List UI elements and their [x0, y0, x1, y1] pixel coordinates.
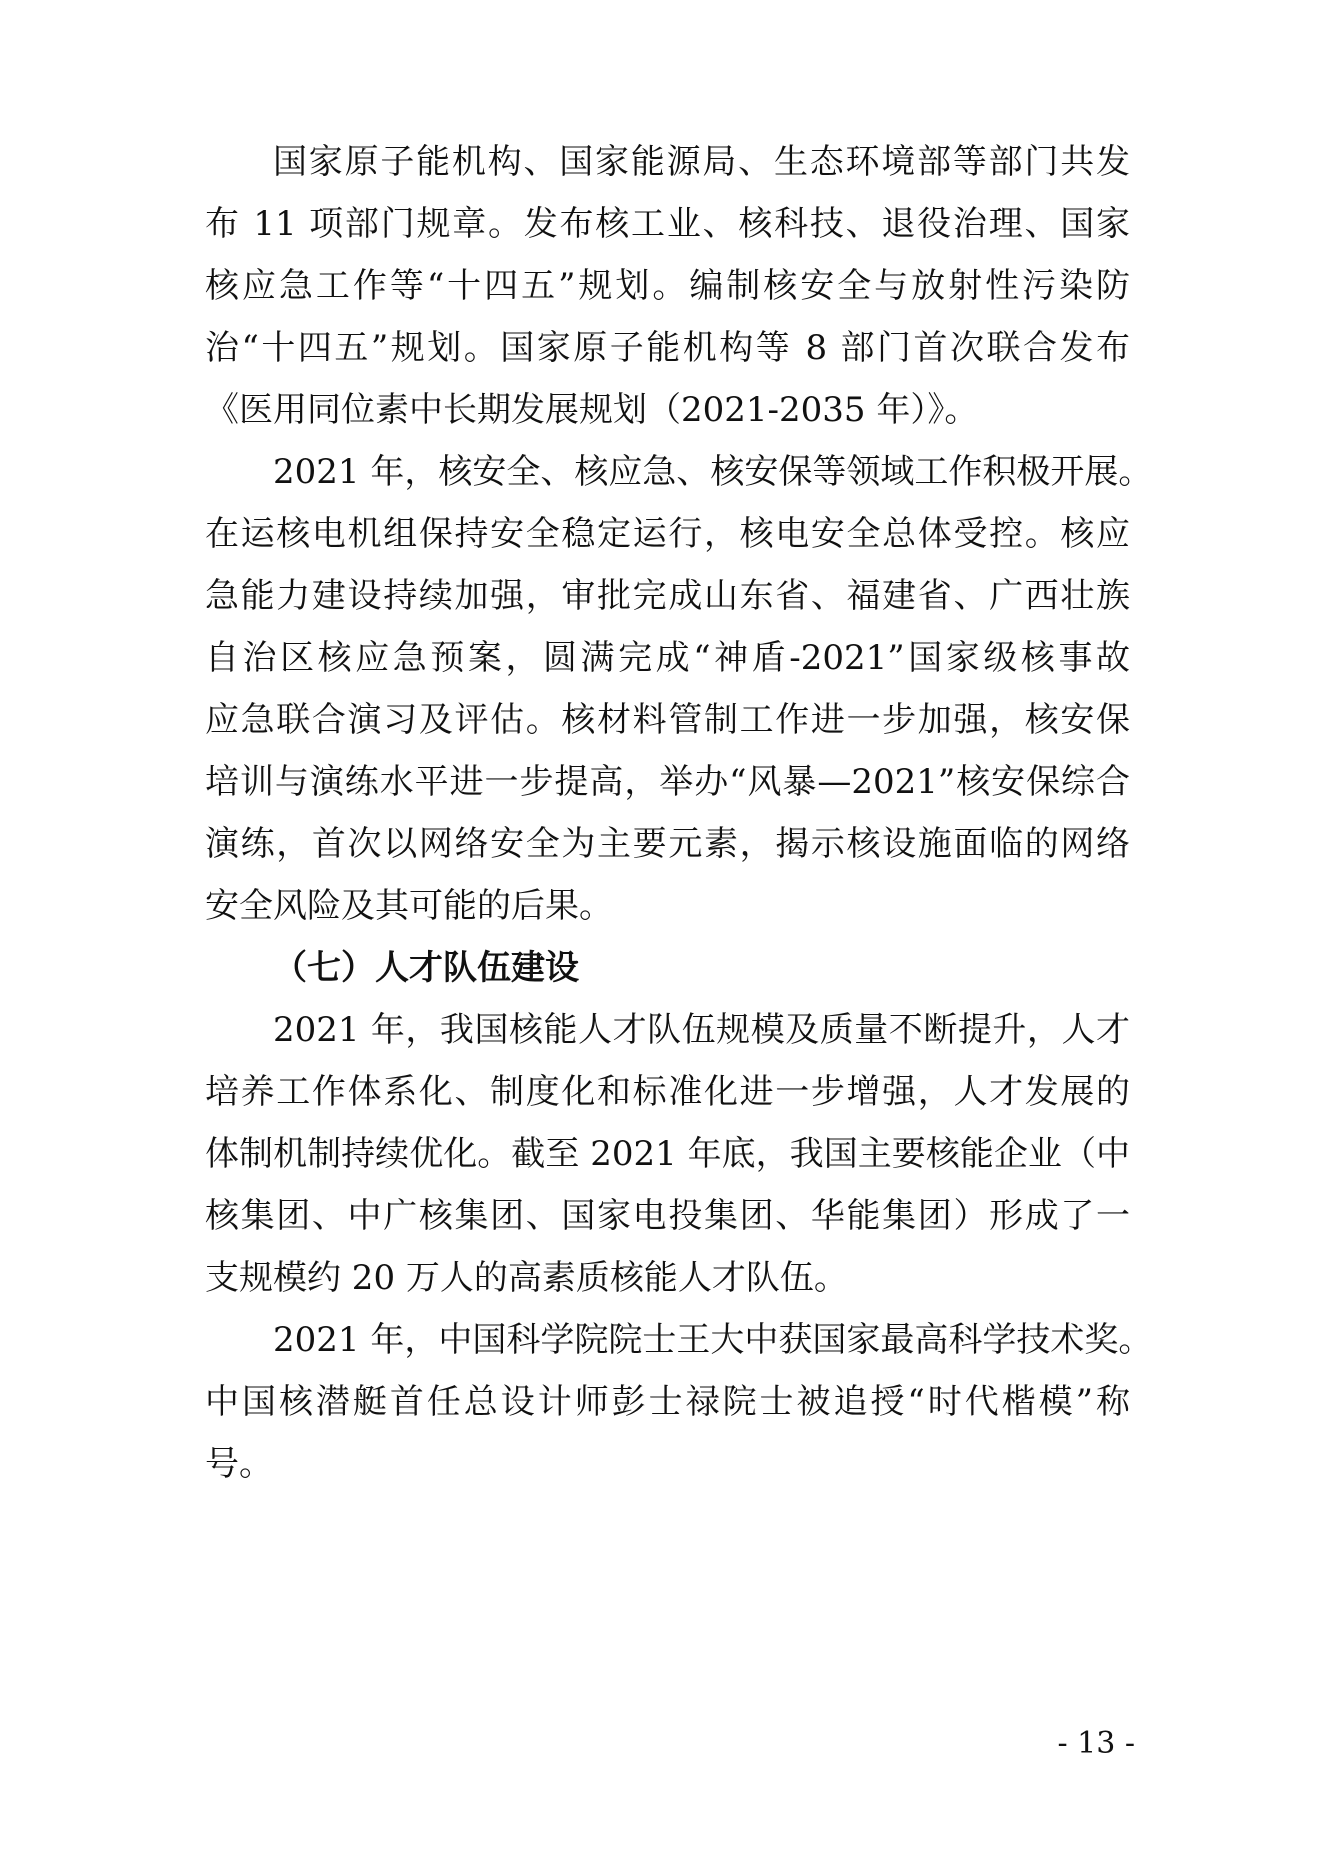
paragraph-3-line-1: 2021 年，我国核能人才队伍规模及质量不断提升，人才	[273, 1010, 1130, 1050]
paragraph-4-line-3: 号。	[205, 1444, 273, 1484]
paragraph-4-line-2: 中国核潜艇首任总设计师彭士禄院士被追授“时代楷模”称	[205, 1382, 1130, 1422]
paragraph-2-line-3: 急能力建设持续加强，审批完成山东省、福建省、广西壮族	[205, 576, 1130, 616]
paragraph-2-line-7: 演练，首次以网络安全为主要元素，揭示核设施面临的网络	[205, 824, 1130, 864]
paragraph-2-line-2: 在运核电机组保持安全稳定运行，核电安全总体受控。核应	[205, 514, 1130, 554]
paragraph-3-line-2: 培养工作体系化、制度化和标准化进一步增强，人才发展的	[205, 1072, 1130, 1112]
paragraph-3-line-4: 核集团、中广核集团、国家电投集团、华能集团）形成了一	[205, 1196, 1130, 1236]
paragraph-3-line-3: 体制机制持续优化。截至 2021 年底，我国主要核能企业（中	[205, 1134, 1130, 1174]
paragraph-1-line-5: 《医用同位素中长期发展规划（2021-2035 年）》。	[205, 390, 979, 430]
paragraph-2-line-6: 培训与演练水平进一步提高，举办“风暴—2021”核安保综合	[205, 762, 1130, 802]
paragraph-3-line-5: 支规模约 20 万人的高素质核能人才队伍。	[205, 1258, 848, 1298]
page-number: - 13 -	[1057, 1726, 1135, 1761]
paragraph-2-line-1: 2021 年，核安全、核应急、核安保等领域工作积极开展。	[273, 452, 1153, 492]
paragraph-2-line-5: 应急联合演习及评估。核材料管制工作进一步加强，核安保	[205, 700, 1130, 740]
paragraph-2-line-4: 自治区核应急预案，圆满完成“神盾-2021”国家级核事故	[205, 638, 1130, 678]
paragraph-1-line-4: 治“十四五”规划。国家原子能机构等 8 部门首次联合发布	[205, 328, 1130, 368]
section-heading: （七）人才队伍建设	[273, 948, 579, 988]
paragraph-2-line-8: 安全风险及其可能的后果。	[205, 886, 613, 926]
paragraph-1-line-2: 布 11 项部门规章。发布核工业、核科技、退役治理、国家	[205, 204, 1130, 244]
paragraph-1-line-3: 核应急工作等“十四五”规划。编制核安全与放射性污染防	[205, 266, 1130, 306]
paragraph-1-line-1: 国家原子能机构、国家能源局、生态环境部等部门共发	[273, 142, 1130, 182]
paragraph-4-line-1: 2021 年，中国科学院院士王大中获国家最高科学技术奖。	[273, 1320, 1153, 1360]
